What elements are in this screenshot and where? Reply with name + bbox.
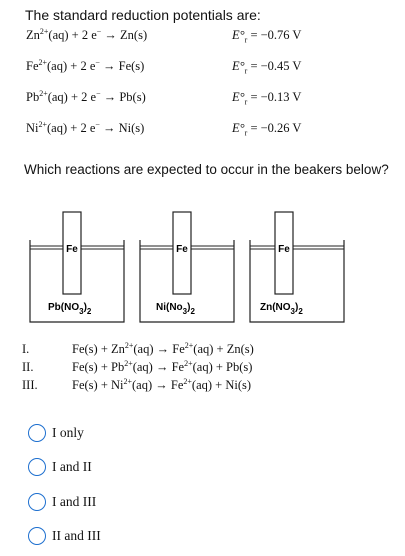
- reaction-numeral-3: III.: [22, 378, 38, 392]
- electrode-label-3: Fe: [278, 244, 290, 255]
- question-prompt: Which reactions are expected to occur in the beakers below?: [24, 162, 389, 177]
- radio-icon[interactable]: [28, 493, 46, 511]
- electrode-label-1: Fe: [66, 244, 78, 255]
- beaker-3: [250, 212, 344, 322]
- radio-icon[interactable]: [28, 527, 46, 545]
- beakers-diagram: [28, 210, 348, 330]
- option-i-and-ii[interactable]: [28, 455, 92, 479]
- solution-label-2: $Ni(No_3)_2$: [156, 302, 195, 316]
- reaction-numeral-2: II.: [22, 360, 34, 374]
- option-label: II and III: [52, 528, 101, 543]
- potential-fe: $E^\circ_r = -0.45$ V: [232, 59, 302, 76]
- potential-zn: $E^\circ_r = -0.76$ V: [232, 28, 302, 45]
- half-reaction-ni: $Ni^{2+}(aq) + 2$ e− → Ni(s): [26, 119, 145, 135]
- intro-text: The standard reduction potentials are:: [25, 7, 261, 23]
- option-label: I and III: [52, 494, 97, 509]
- beaker-2: [140, 212, 234, 322]
- radio-icon[interactable]: [28, 458, 46, 476]
- reaction-3: $Fe(s) + Ni^{2+}(aq) \to Fe^{2+}(aq) + Ni(s)$: [72, 376, 252, 392]
- potential-pb: $E^\circ_r = -0.13$ V: [232, 90, 302, 107]
- option-i-and-iii[interactable]: [28, 490, 96, 514]
- half-reaction-fe: $Fe^{2+}(aq) + 2$ e− → Fe(s): [26, 57, 145, 73]
- potential-ni: $E^\circ_r = -0.26$ V: [232, 121, 302, 138]
- option-ii-and-iii[interactable]: [28, 524, 101, 548]
- option-i-only[interactable]: [28, 421, 84, 445]
- reaction-2: $Fe(s) + Pb^{2+}(aq) \to Fe^{2+}(aq) + Pb(s)$: [72, 358, 253, 374]
- radio-icon[interactable]: [28, 424, 46, 442]
- reaction-numeral-1: I.: [22, 342, 30, 356]
- option-label: I and II: [52, 459, 92, 474]
- electrode-label-2: Fe: [176, 244, 188, 255]
- reaction-1: $Fe(s) + Zn^{2+}(aq) \to Fe^{2+}(aq) + Zn(s)$: [72, 340, 254, 356]
- beaker-1: [30, 212, 124, 322]
- solution-label-3: $Zn(NO_3)_2$: [260, 302, 303, 316]
- half-reaction-pb: $Pb^{2+}(aq) + 2$ e− → Pb(s): [26, 88, 146, 104]
- half-reaction-zn: $Zn^{2+}(aq) + 2$ e− → Zn(s): [26, 26, 148, 42]
- solution-label-1: $Pb(NO_3)_2$: [48, 302, 92, 316]
- option-label: I only: [52, 425, 84, 440]
